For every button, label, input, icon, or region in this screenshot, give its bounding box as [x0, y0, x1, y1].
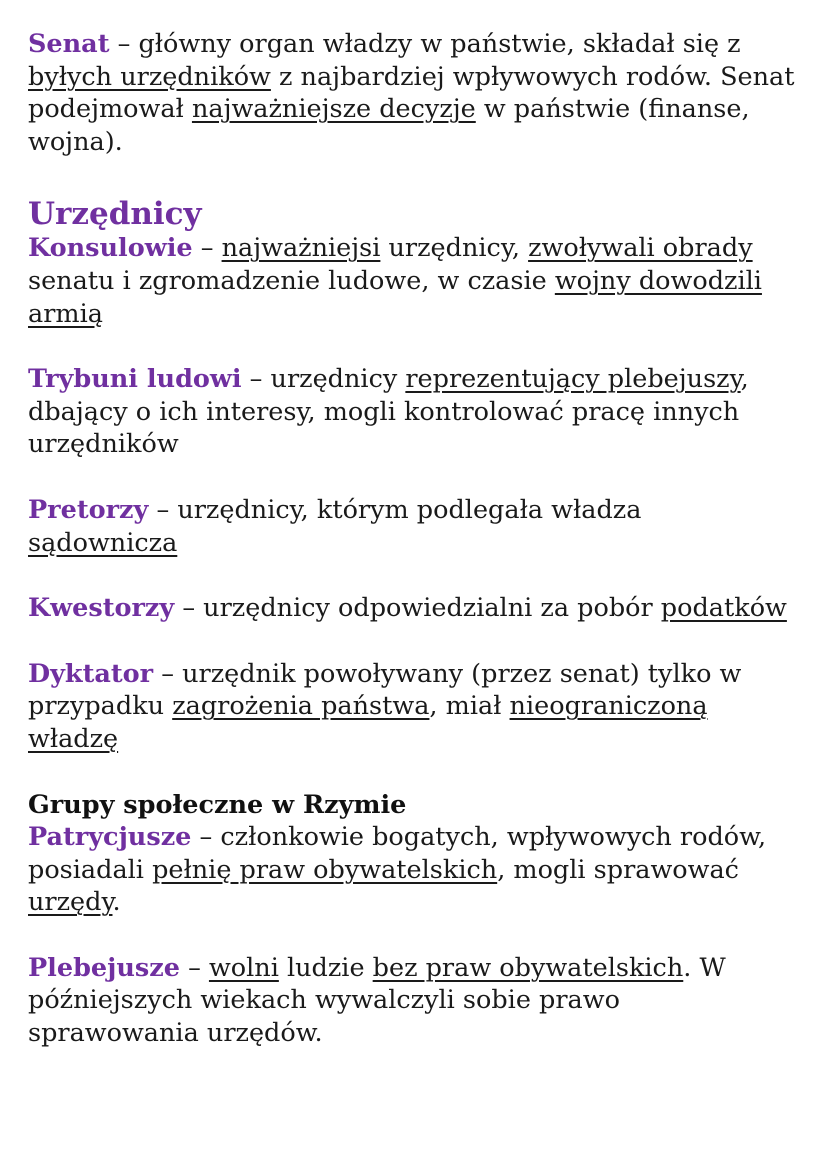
konsulowie-text-3: senatu i zgromadzenie ludowe, w czasie [28, 265, 555, 296]
dyktator-underline-2: nieograniczoną władzę [28, 691, 708, 754]
kwestorzy-paragraph [28, 592, 798, 625]
trybuni-paragraph [28, 363, 798, 461]
urzednicy-heading: Urzędnicy [28, 196, 202, 233]
pretorzy-text-1: – urzędnicy, którym podlegała władza [148, 494, 642, 525]
senat-text-1: – główny organ władzy w państwie, składał się z [109, 29, 741, 59]
plebejusze-paragraph [28, 952, 798, 1050]
pretorzy-term: Pretorzy [28, 494, 149, 525]
plebejusze-text-3: . W późniejszych wiekach wywalczyli sobie prawo sprawowania urzędów. [28, 952, 726, 1049]
trybuni-text-1: – urzędnicy [241, 364, 406, 395]
kwestorzy-text-1: – urzędnicy odpowiedzialni za pobór [174, 593, 661, 624]
dyktator-text-2: , miał [429, 691, 510, 722]
plebejusze-text-2: ludzie [278, 952, 373, 983]
senat-underline-1: byłych urzędników [28, 61, 271, 92]
konsulowie-underline-3: wojny dowodzili armią [28, 265, 762, 329]
senat-paragraph [28, 28, 798, 158]
senat-underline-2: najważniejsze decyzje [191, 94, 476, 125]
kwestorzy-term: Kwestorzy [28, 593, 175, 624]
patrycjusze-text-3: . [112, 887, 121, 918]
dyktator-underline-1: zagrożenia państwa [172, 691, 430, 722]
plebejusze-text-1: – [179, 952, 209, 983]
konsulowie-underline-1: najważniejsi [221, 233, 381, 264]
konsulowie-text-1: – [192, 233, 222, 264]
pretorzy-paragraph [28, 494, 798, 559]
patrycjusze-underline-2: urzędy [28, 887, 113, 918]
patrycjusze-text-2: , mogli sprawować [497, 854, 739, 885]
plebejusze-term: Plebejusze [28, 952, 180, 983]
pretorzy-underline-1: sądownicza [28, 527, 178, 558]
grupy-heading: Grupy społeczne w Rzymie [28, 789, 407, 820]
patrycjusze-term: Patrycjusze [28, 822, 192, 853]
konsulowie-underline-2: zwoływali obrady [528, 233, 753, 264]
dyktator-paragraph [28, 658, 798, 756]
konsulowie-paragraph [28, 232, 798, 330]
patrycjusze-text-1: – członkowie bogatych, wpływowych rodów, posiadali [28, 822, 767, 885]
kwestorzy-underline-1: podatków [660, 593, 787, 624]
trybuni-text-2: , dbający o ich interesy, mogli kontrolować pracę innych urzędników [28, 364, 749, 460]
senat-text-3: w państwie (finanse, wojna). [28, 94, 750, 157]
konsulowie-term: Konsulowie [28, 233, 193, 264]
konsulowie-text-2: urzędnicy, [380, 233, 529, 264]
patrycjusze-paragraph [28, 821, 798, 919]
patrycjusze-underline-1: pełnię praw obywatelskich [152, 854, 498, 885]
senat-text-2: z najbardziej wpływowych rodów. Senat podejmował [28, 61, 795, 125]
trybuni-underline-1: reprezentujący plebejuszy [405, 364, 741, 395]
plebejusze-underline-1: wolni [208, 952, 279, 983]
senat-term: Senat [28, 29, 110, 59]
plebejusze-underline-2: bez praw obywatelskich [372, 952, 684, 983]
dyktator-term: Dyktator [28, 658, 154, 689]
dyktator-text-1: – urzędnik powoływany (przez senat) tylko w przypadku [28, 658, 742, 722]
trybuni-term: Trybuni ludowi [28, 364, 242, 395]
